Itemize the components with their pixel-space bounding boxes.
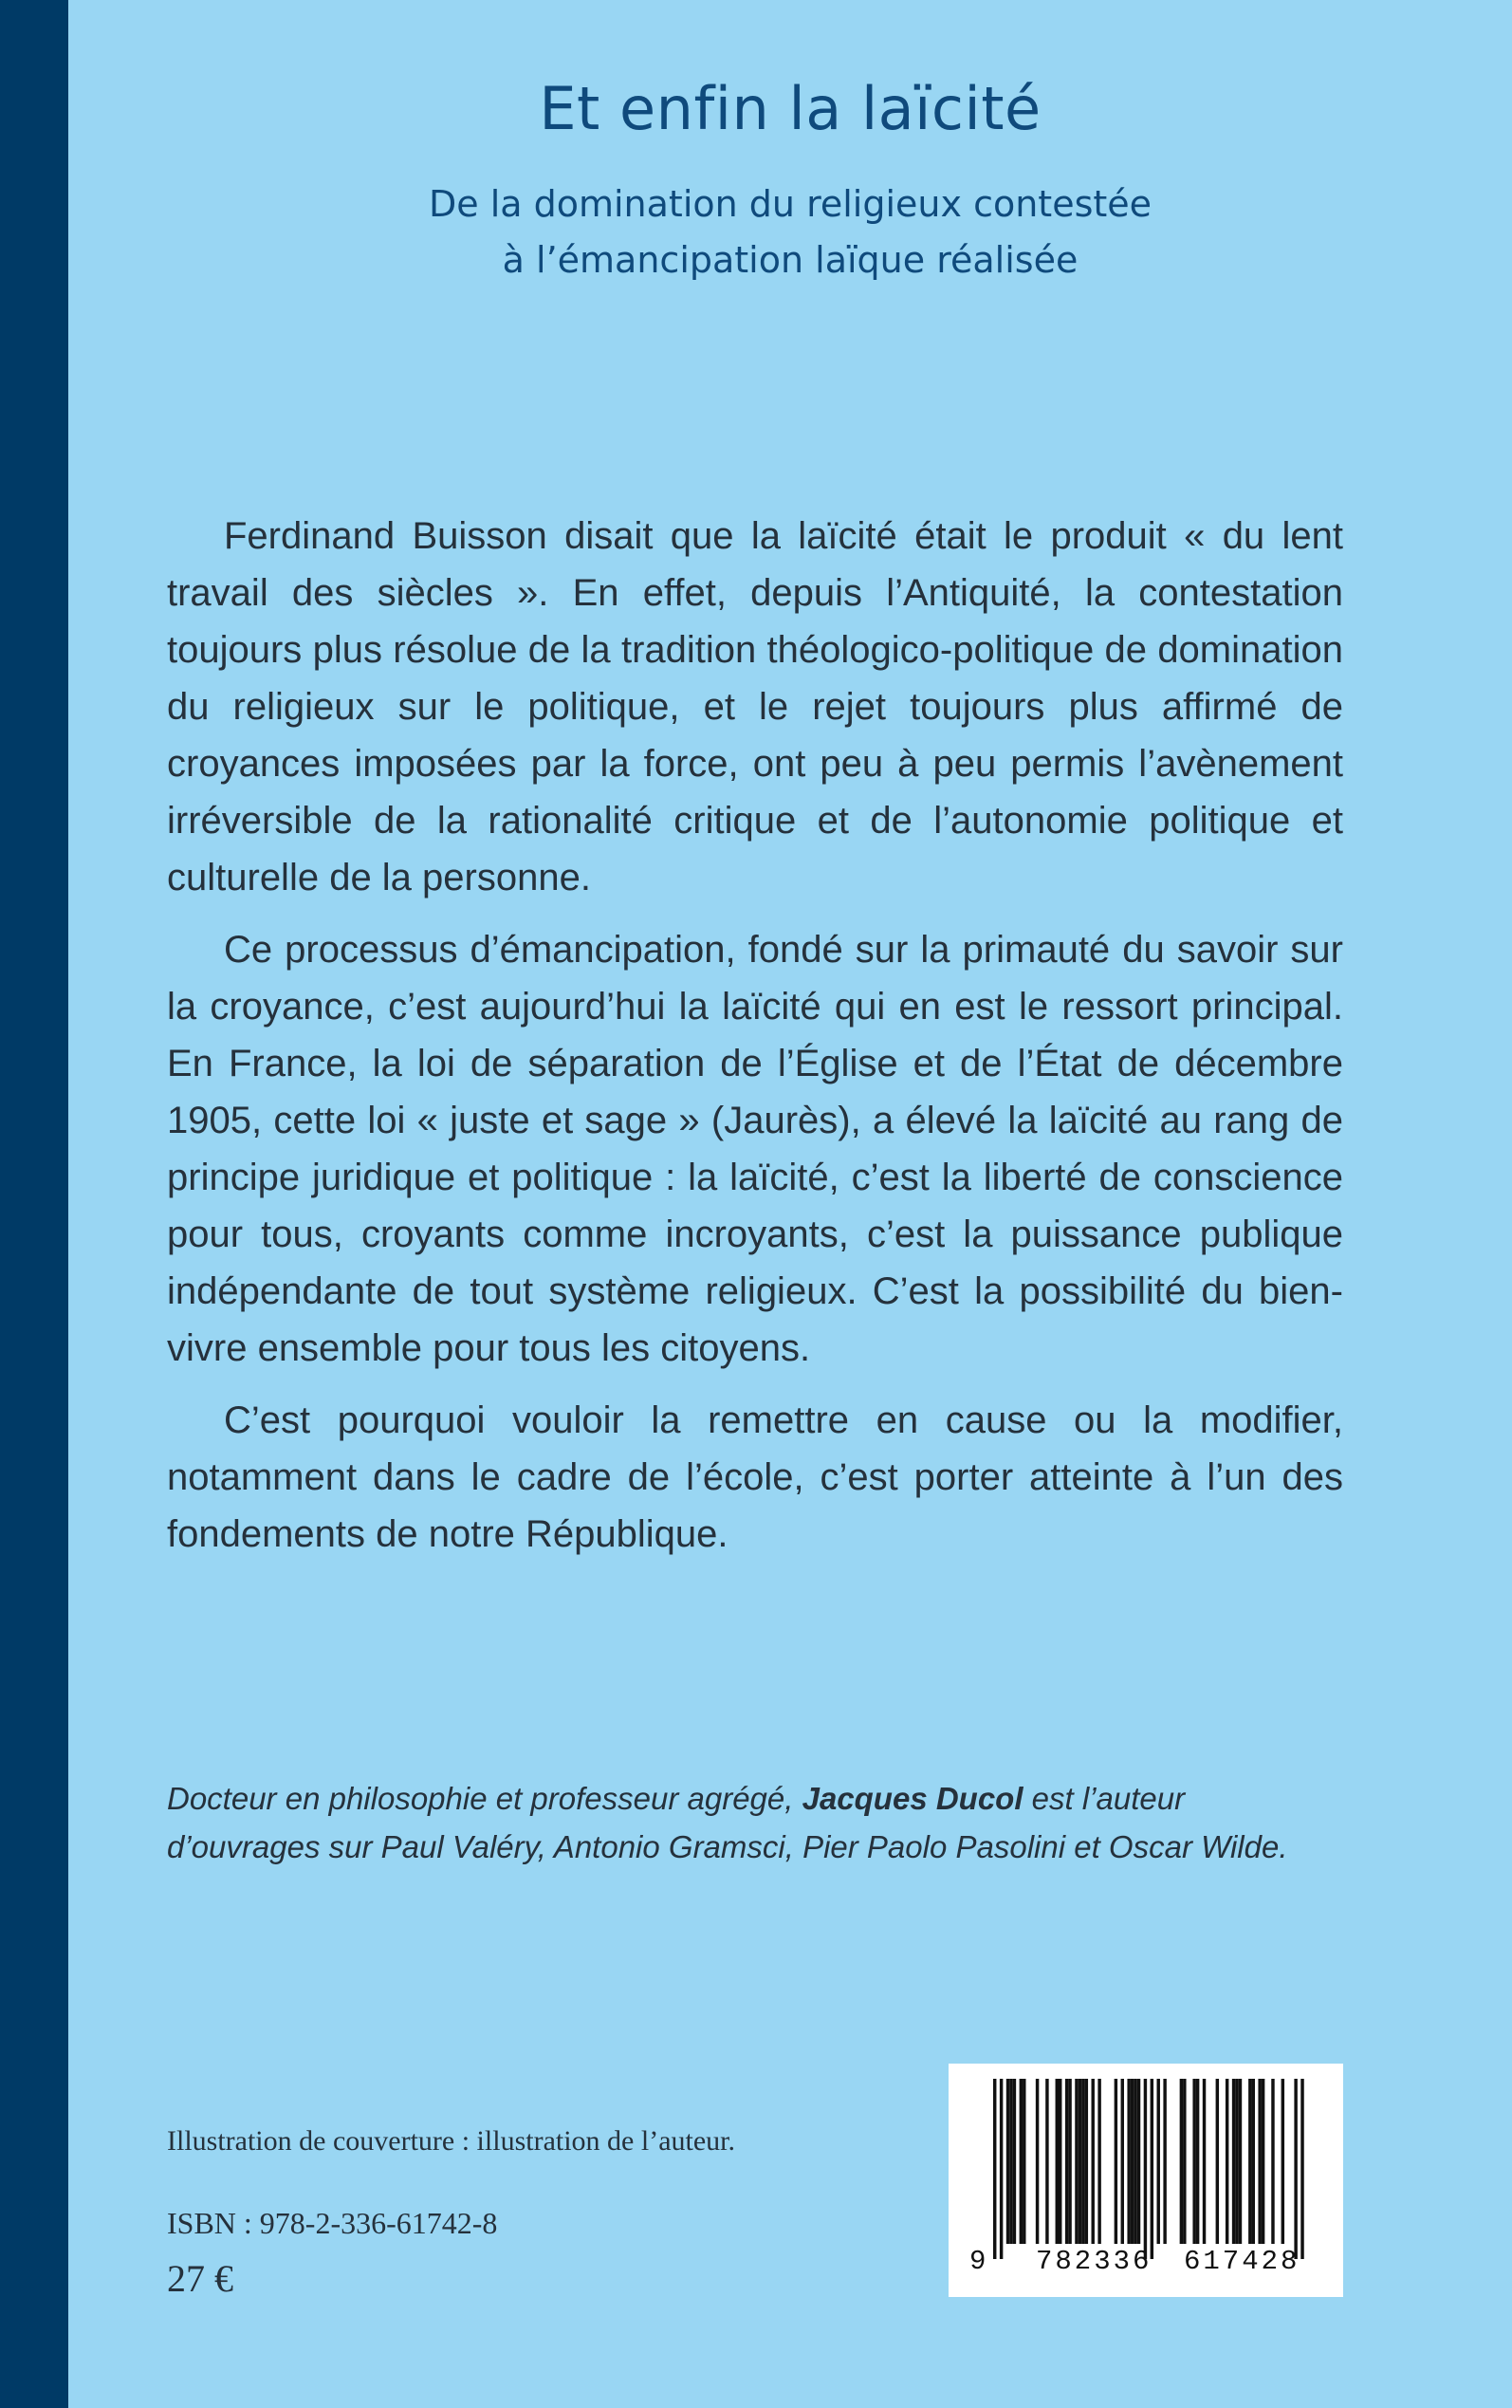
barcode-bar — [1180, 2079, 1183, 2244]
barcode-bar — [1239, 2079, 1242, 2244]
subtitle-line-1: De la domination du religieux contestée — [428, 183, 1152, 225]
barcode-bar — [1036, 2079, 1039, 2244]
barcode-bar — [1203, 2079, 1206, 2244]
barcode-bar — [1262, 2079, 1264, 2244]
barcode-bar — [1020, 2079, 1023, 2244]
barcode-bar — [1097, 2079, 1100, 2244]
barcode — [949, 2064, 1343, 2297]
blurb — [167, 508, 1343, 1578]
barcode-bar — [1127, 2079, 1130, 2244]
barcode-bar — [1081, 2079, 1084, 2244]
barcode-bar — [1023, 2079, 1025, 2244]
barcode-bar — [1151, 2079, 1153, 2259]
barcode-bar — [1000, 2079, 1003, 2259]
barcode-bar — [1271, 2079, 1274, 2244]
barcode-bar — [1163, 2079, 1166, 2244]
barcode-right-group: 617428 — [1184, 2246, 1300, 2277]
blurb-paragraph-2: Ce processus d’émancipation, fondé sur la primauté du savoir sur la croyance, c’est aujourd’hui la laïcité qui en est le ressort principal. En France, la loi de séparation de l’Église et de l’État de décembre 1905, cette loi « juste et sage » (Jaurès), a élevé la laïcité au rang de principe juridique et politique : la laïcité, c’est la liberté de conscience pour tous, croyants comme incroyants, c’est la puissance publique indépendante de tout système religieux. C’est la possibilité du bien-vivre ensemble pour tous les citoyens. — [167, 929, 1343, 1369]
blurb-paragraph-1: Ferdinand Buisson disait que la laïcité était le produit « du lent travail des siècles ». En effet, depuis l’Antiquité, la contestation toujours plus résolue de la tradition théologico-politique de domination du religieux sur le politique, et le rejet toujours plus affirmé de croyances imposées par la force, ont peu à peu permis l’avènement irréversible de la rationalité critique et de l’autonomie politique et culturelle de la personne. — [167, 515, 1343, 898]
barcode-bar — [1252, 2079, 1255, 2244]
barcode-bar — [1115, 2079, 1117, 2244]
book-spine — [0, 0, 68, 2408]
barcode-bar — [1079, 2079, 1081, 2244]
barcode-bar — [1013, 2079, 1016, 2244]
barcode-bar — [1216, 2079, 1219, 2244]
barcode-bar — [1006, 2079, 1009, 2244]
barcode-bar — [1192, 2079, 1195, 2244]
barcode-first-digit: 9 — [969, 2246, 986, 2277]
barcode-bar — [1092, 2079, 1095, 2244]
author-bio — [167, 1774, 1343, 1871]
price: 27 € — [167, 2257, 233, 2300]
barcode-bar — [1226, 2079, 1228, 2244]
barcode-bar — [1248, 2079, 1251, 2244]
barcode-bar — [1075, 2079, 1078, 2244]
author-name: Jacques Ducol — [802, 1781, 1023, 1816]
barcode-bar — [1196, 2079, 1199, 2244]
barcode-bar — [1134, 2079, 1136, 2244]
barcode-bar — [1009, 2079, 1012, 2244]
cover-credits: Illustration de couverture : illustration de l’auteur. — [167, 2125, 735, 2157]
barcode-bar — [1059, 2079, 1061, 2244]
barcode-bar — [1183, 2079, 1186, 2244]
barcode-bar — [1232, 2079, 1235, 2244]
barcode-bar — [1157, 2079, 1160, 2244]
subtitle-line-2: à l’émancipation laïque réalisée — [502, 239, 1079, 281]
isbn: ISBN : 978-2-336-61742-8 — [167, 2206, 498, 2240]
barcode-bar — [1300, 2079, 1303, 2259]
barcode-left-group: 782336 — [1036, 2246, 1152, 2277]
blurb-paragraph-3: C’est pourquoi vouloir la remettre en cause ou la modifier, notamment dans le cadre de l’école, c’est porter atteinte à l’un des fondements de notre République. — [167, 1399, 1343, 1555]
barcode-bar — [1045, 2079, 1048, 2244]
barcode-bar — [1282, 2079, 1284, 2244]
barcode-bar — [1068, 2079, 1071, 2244]
barcode-bar — [1121, 2079, 1124, 2244]
barcode-bar — [1065, 2079, 1068, 2244]
bio-intro: Docteur en philosophie et professeur agrégé, — [167, 1781, 802, 1816]
bio-rest: est l’auteur d’ouvrages sur Paul Valéry, Antonio Gramsci, Pier Paolo Pasolini et Oscar Wilde. — [167, 1781, 1288, 1864]
barcode-bar — [1056, 2079, 1059, 2244]
barcode-bar — [1258, 2079, 1261, 2244]
barcode-bar — [1085, 2079, 1088, 2244]
barcode-bar — [1131, 2079, 1134, 2244]
book-subtitle — [68, 176, 1512, 288]
barcode-bar — [1144, 2079, 1147, 2259]
barcode-bar — [1137, 2079, 1140, 2244]
barcode-bar — [1294, 2079, 1297, 2259]
barcode-bar — [993, 2079, 996, 2259]
barcode-bar — [1235, 2079, 1238, 2244]
book-title: Et enfin la laïcité — [539, 74, 1042, 143]
